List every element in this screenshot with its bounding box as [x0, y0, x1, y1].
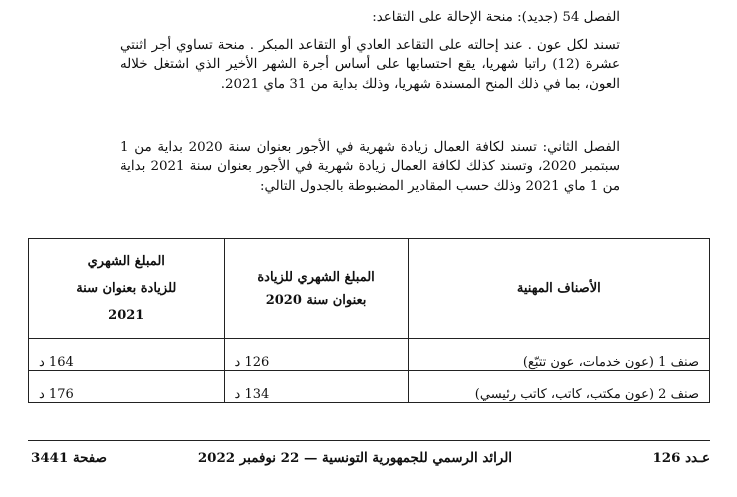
row-category: صنف 1 (عون خدمات، عون تتبّع)	[408, 339, 709, 371]
row-amount-2021: 176 د	[29, 371, 225, 403]
article-body	[120, 36, 620, 94]
footer-issue-number: عـدد 126	[652, 450, 710, 466]
header-category: الأصناف المهنية	[408, 239, 709, 339]
header-2021-line-1: المبلغ الشهري	[87, 254, 165, 269]
row-amount-2020: 126 د	[224, 339, 408, 371]
table-row	[29, 339, 710, 371]
table-row	[29, 371, 710, 403]
row-amount-2020: 134 د	[224, 371, 408, 403]
table-header-row	[29, 239, 710, 339]
footer-journal-title: الرائد الرسمي للجمهورية التونسية — 22 نوفمبر 2022	[197, 450, 512, 466]
article-two	[120, 138, 620, 196]
footer-divider	[28, 440, 710, 441]
salary-increase-table	[28, 238, 710, 403]
article-paragraph-2: الفصل الثاني: تسند لكافة العمال زيادة شهرية في الأجور بعنوان سنة 2020 بداية من 1 سبتمبر 2020، وتسند كذلك لكافة العمال زيادة شهرية في الأجور بعنوان سنة 2021 بداية من 1 ماي 2021 وذلك حسب المقادير المضبوطة بالجدول التالي:	[120, 140, 620, 194]
footer-page-number: صفحة 3441	[31, 450, 107, 466]
header-2020-line-2: بعنوان سنة 2020	[265, 292, 367, 308]
article-heading: الفصل 54 (جديد): منحة الإحالة على التقاعد:	[372, 10, 620, 25]
header-2020-line-1: المبلغ الشهري للزيادة	[257, 269, 375, 285]
header-2021-line-2: للزيادة بعنوان سنة	[76, 281, 177, 296]
header-2020	[224, 239, 408, 339]
row-category: صنف 2 (عون مكتب، كاتب، كاتب رئيسي)	[408, 371, 709, 403]
header-2021-line-3: 2021	[108, 308, 145, 323]
row-amount-2021: 164 د	[29, 339, 225, 371]
article-paragraph-1: تسند لكل عون . عند إحالته على التقاعد العادي أو التقاعد المبكر . منحة تساوي أجر اثنتي عشرة (12) راتبا شهريا، يقع احتسابها على أساس أجرة الشهر الأخير الذي اشتغل خلاله العون، بما في ذلك المنح المسندة شهريا، وذلك بداية من 31 ماي 2021.	[120, 38, 621, 92]
header-2021	[29, 239, 225, 339]
